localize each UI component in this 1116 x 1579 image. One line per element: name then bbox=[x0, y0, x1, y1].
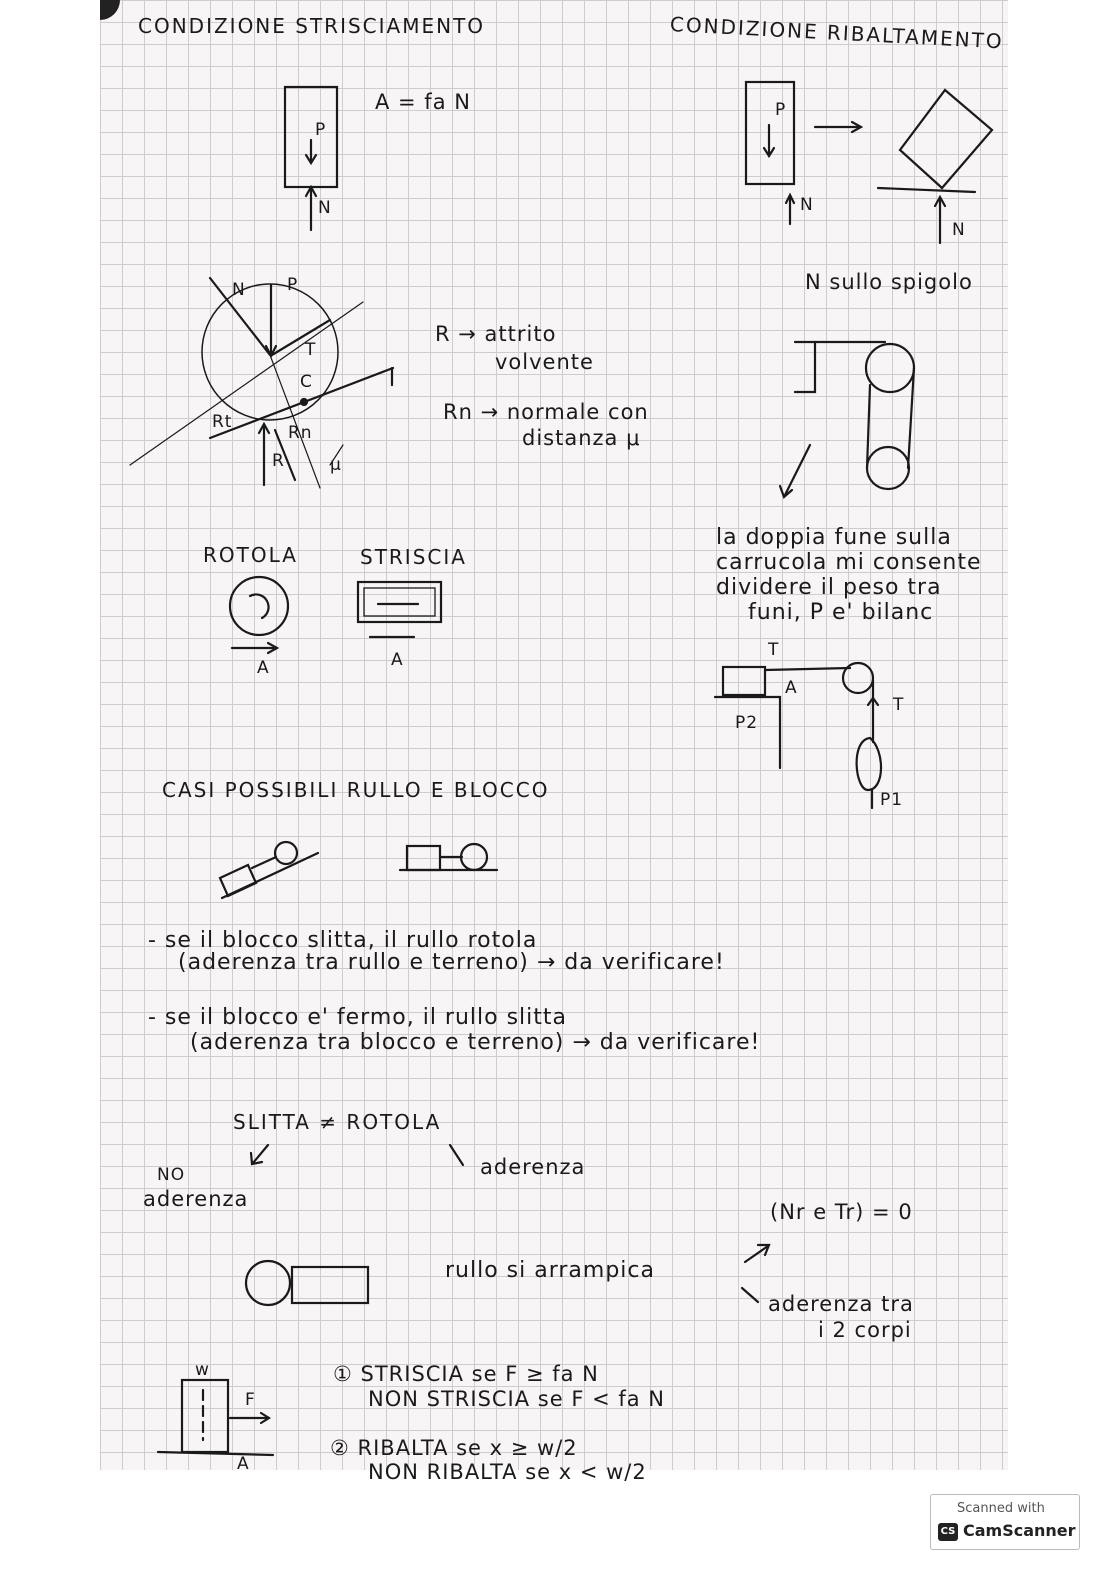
cases-sketches bbox=[220, 842, 497, 898]
rotola-aderenza: aderenza bbox=[480, 1155, 586, 1179]
roller-r: R bbox=[272, 451, 285, 471]
roller-p: P bbox=[287, 275, 299, 295]
ps-p1: P1 bbox=[880, 790, 904, 810]
striscia-a: A bbox=[391, 650, 404, 670]
climb-lower-2: i 2 corpi bbox=[818, 1318, 912, 1342]
block-f: F bbox=[245, 1390, 256, 1410]
friction-formula: A = fa N bbox=[375, 90, 471, 114]
pulley-note-3: dividere il peso tra bbox=[716, 575, 942, 600]
condition-1b: NON STRISCIA se F < fa N bbox=[368, 1387, 665, 1411]
note-r-1: R → attrito bbox=[435, 322, 557, 346]
condition-2a: ② RIBALTA se x ≥ w/2 bbox=[330, 1436, 578, 1460]
slitta-no-aderenza: aderenza bbox=[143, 1187, 249, 1211]
case-2-line-2: (aderenza tra blocco e terreno) → da verificare! bbox=[190, 1030, 761, 1055]
roller-n: N bbox=[232, 280, 246, 300]
condition-1a: ① STRISCIA se F ≥ fa N bbox=[333, 1362, 599, 1386]
note-r-2: volvente bbox=[495, 350, 594, 374]
roll-slide-diagrams bbox=[230, 577, 441, 653]
tip-caption: N sullo spigolo bbox=[805, 270, 973, 294]
case-1-line-2: (aderenza tra rullo e terreno) → da verificare! bbox=[178, 950, 725, 975]
block-w: w bbox=[195, 1360, 210, 1380]
climb-upper: (Nr e Tr) = 0 bbox=[770, 1200, 913, 1224]
pulley-block-system bbox=[715, 663, 881, 808]
slitta-arrows bbox=[251, 1145, 463, 1165]
condition-2b: NON RIBALTA se x < w/2 bbox=[368, 1460, 647, 1484]
case-2-line-1: - se il blocco e' fermo, il rullo slitta bbox=[148, 1005, 568, 1030]
ps-t1: T bbox=[768, 640, 780, 660]
pulley-note-1: la doppia fune sulla bbox=[716, 525, 952, 550]
roller-mu: μ bbox=[330, 455, 342, 475]
roller-t: T bbox=[305, 340, 317, 360]
pulley-note-2: carrucola mi consente bbox=[716, 550, 982, 575]
heading-strisciamento: CONDIZIONE STRISCIAMENTO bbox=[138, 14, 486, 38]
label-p: P bbox=[315, 120, 327, 140]
roller-rt: Rt bbox=[212, 412, 233, 432]
note-rn-2: distanza μ bbox=[522, 426, 641, 450]
camscanner-label: CamScanner bbox=[963, 1521, 1076, 1540]
ps-t2: T bbox=[893, 695, 905, 715]
label-n: N bbox=[318, 198, 332, 218]
camscanner-logo-icon: CS bbox=[938, 1523, 958, 1541]
rotola-a: A bbox=[257, 658, 270, 678]
cases-title: CASI POSSIBILI RULLO E BLOCCO bbox=[162, 778, 550, 802]
ps-a: A bbox=[785, 678, 798, 698]
ps-p2: P2 bbox=[735, 713, 759, 733]
pulley-diagram bbox=[780, 342, 914, 497]
climb-lower-1: aderenza tra bbox=[768, 1292, 914, 1316]
label-rotola: ROTOLA bbox=[203, 543, 298, 567]
scanned-with-label: Scanned with bbox=[957, 1501, 1045, 1516]
roller-c: C bbox=[300, 372, 313, 392]
climb-text: rullo si arrampica bbox=[445, 1258, 655, 1283]
block-a: A bbox=[237, 1454, 250, 1474]
pulley-note-4: funi, P e' bilanc bbox=[748, 600, 934, 625]
slitta-rotola-title: SLITTA ≠ ROTOLA bbox=[233, 1110, 442, 1134]
tip-label-p: P bbox=[775, 100, 787, 120]
roller-diagram bbox=[130, 278, 393, 488]
tip-label-n2: N bbox=[952, 220, 966, 240]
slitta-no: NO bbox=[157, 1165, 186, 1185]
case-1-line-1: - se il blocco slitta, il rullo rotola bbox=[148, 928, 538, 953]
heading-ribaltamento: CONDIZIONE RIBALTAMENTO bbox=[669, 12, 1005, 54]
note-rn-1: Rn → normale con bbox=[443, 400, 649, 424]
tip-label-n1: N bbox=[800, 195, 814, 215]
label-striscia: STRISCIA bbox=[360, 545, 467, 569]
roller-rn: Rn bbox=[288, 423, 313, 443]
camscanner-badge bbox=[930, 1494, 1080, 1550]
